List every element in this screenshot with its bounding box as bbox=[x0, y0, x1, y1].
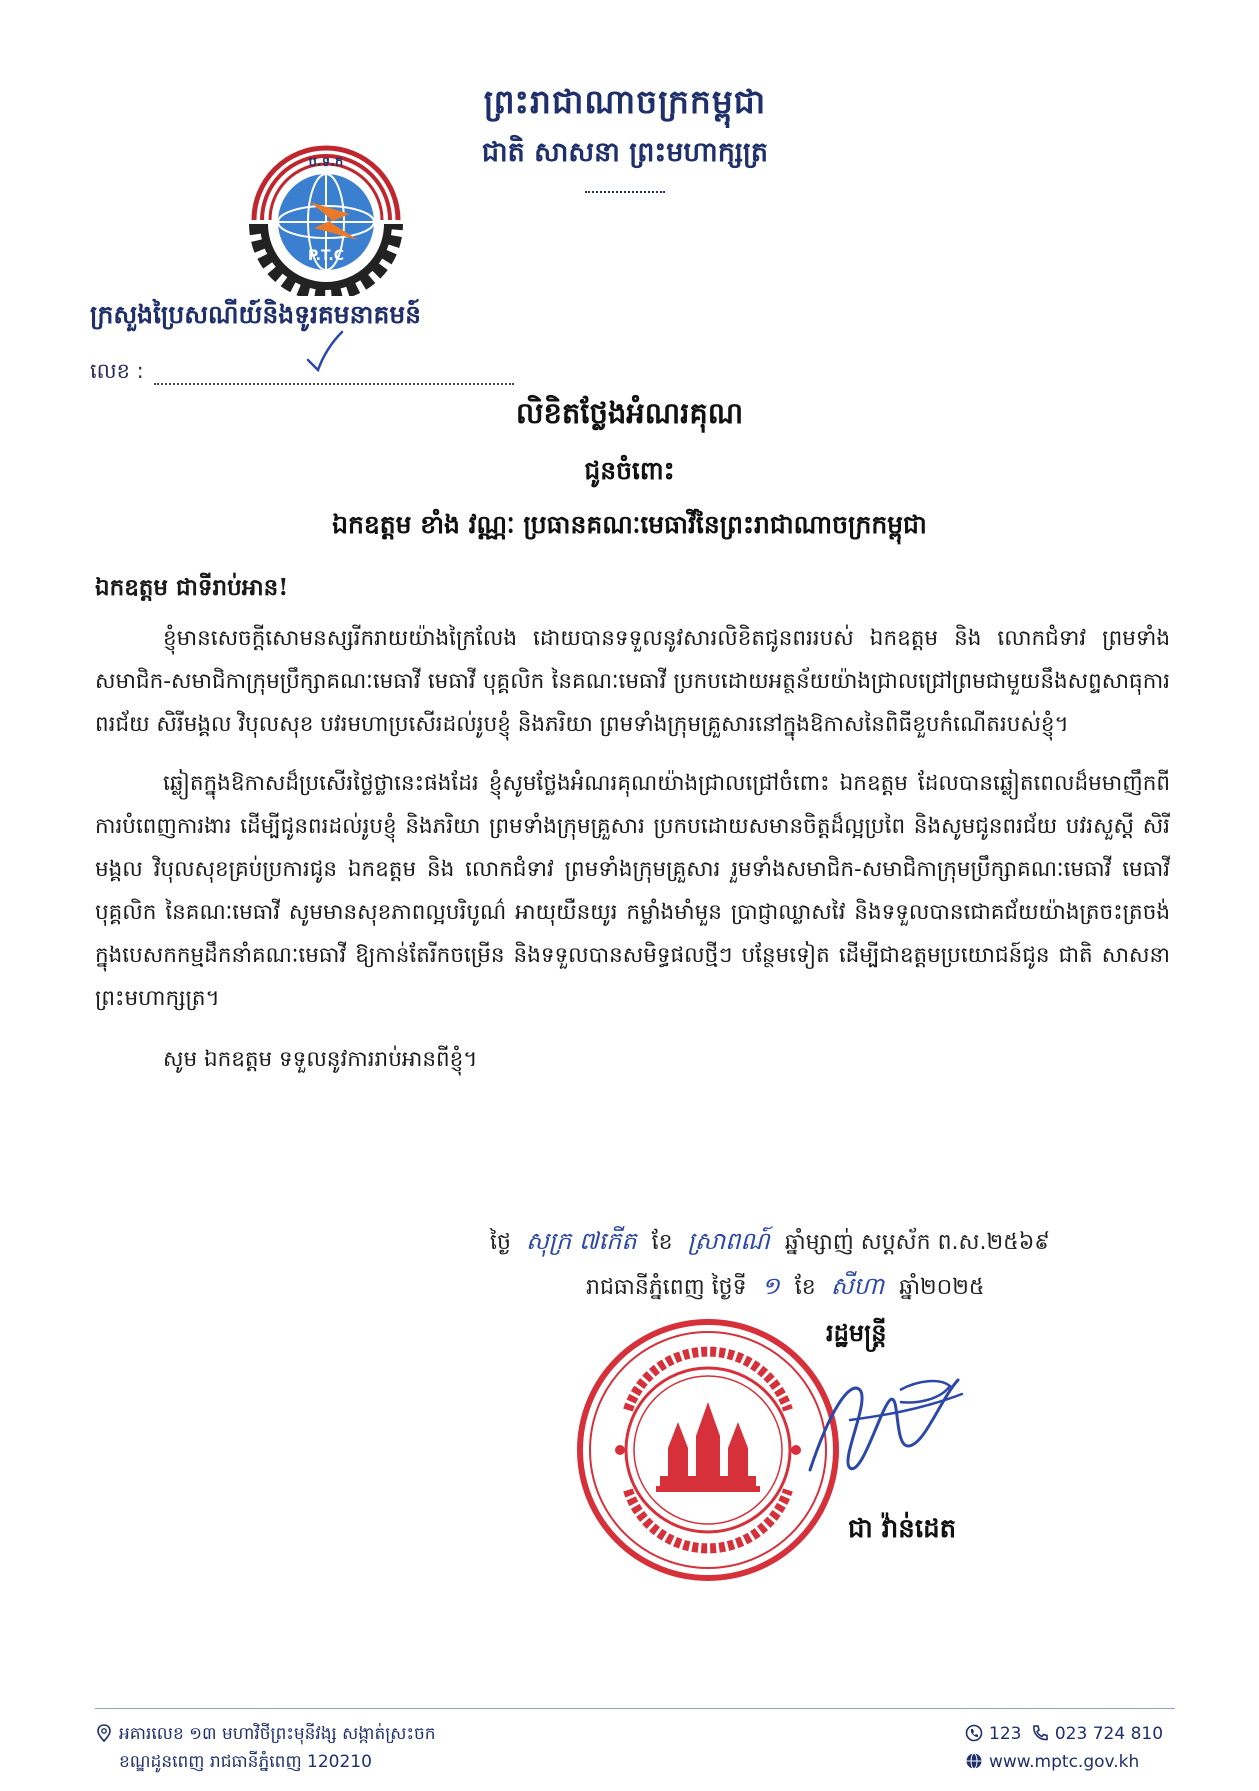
date-block bbox=[490, 1226, 1190, 1306]
letter-body bbox=[95, 566, 1170, 1081]
paragraph-2: ឆ្លៀតក្នុងឱកាសដ៏ប្រសើរថ្លៃថ្លានេះផងដែរ ខ្ញុំសូមថ្លែងអំណរគុណយ៉ាងជ្រាលជ្រៅចំពោះ ឯកឧត្តម ដែលបានឆ្លៀតពេលដ៏មមាញឹកពីការបំពេញការងារ ដើម្បីជូនពរដល់រូបខ្ញុំ និងភរិយា ព្រមទាំងក្រុមគ្រួសារ ប្រកបដោយសមានចិត្តដ៏ល្អប្រពៃ និងសូមជូនពរជ័យ បវរសួស្ដី សិរីមង្គល វិបុលសុខគ្រប់ប្រការជូន ឯកឧត្តម និង លោកជំទាវ ព្រមទាំងក្រុមគ្រួសារ រួមទាំងសមាជិក-សមាជិកាក្រុមប្រឹក្សាគណៈមេធាវី មេធាវី បុគ្គលិក នៃគណៈមេធាវី សូមមានសុខភាពល្អបរិបូណ៌ អាយុយឺនយូរ កម្លាំងមាំមួន ប្រាជ្ញាឈ្លាសវៃ និងទទួលបានជោគជ័យយ៉ាងត្រចះត្រចង់ក្នុងបេសកកម្មដឹកនាំគណៈមេធាវី ឱ្យកាន់តែរីកចម្រើន និងទទួលបានសមិទ្ធផលថ្មីៗ បន្ថែមទៀត ដើម្បីជាឧត្តមប្រយោជន៍ជូន ជាតិ សាសនា ព្រះមហាក្សត្រ។ bbox=[95, 771, 1170, 1011]
solar-prefix: រាជធានីភ្នំពេញ ថ្ងៃទី bbox=[586, 1275, 747, 1300]
logo-top-text: ប.ទ.ក bbox=[308, 155, 344, 170]
logo-bottom-text: P.T.C bbox=[307, 248, 345, 264]
lunar-month-label: ខែ bbox=[651, 1230, 673, 1255]
footer-contact bbox=[965, 1720, 1163, 1776]
phone-number: 023 724 810 bbox=[1054, 1724, 1164, 1744]
website-link[interactable]: www.mptc.gov.kh bbox=[989, 1752, 1140, 1772]
letter-title bbox=[0, 396, 1259, 546]
lunar-date bbox=[490, 1226, 1190, 1261]
reference-label: លេខ : bbox=[90, 359, 144, 383]
signatory-name: ជា វ៉ាន់ដេត bbox=[848, 1514, 957, 1544]
salutation: ឯកឧត្តម ជាទីរាប់អាន! bbox=[95, 574, 289, 601]
lunar-day-handwritten: សុក្រ ៧កើត bbox=[525, 1227, 637, 1255]
signature-icon bbox=[790, 1350, 970, 1500]
title-line-2: ជូនចំពោះ bbox=[584, 456, 675, 485]
ministry-logo bbox=[228, 136, 424, 296]
header-divider bbox=[585, 191, 665, 193]
letterhead bbox=[430, 82, 820, 193]
hotline-icon bbox=[965, 1724, 983, 1742]
kingdom-title: ព្រះរាជាណាចក្រកម្ពុជា bbox=[483, 82, 767, 121]
lunar-month-handwritten: ស្រាពណ៍ bbox=[687, 1227, 770, 1255]
signatory-position: រដ្ឋមន្ត្រី bbox=[826, 1318, 887, 1347]
title-line-1: លិខិតថ្លែងអំណរគុណ bbox=[515, 396, 744, 430]
lunar-prefix: ថ្ងៃ bbox=[490, 1230, 511, 1255]
checkmark-icon bbox=[304, 330, 344, 374]
solar-year: ឆ្នាំ២០២៥ bbox=[899, 1275, 985, 1300]
solar-date bbox=[490, 1271, 1190, 1306]
lunar-suffix: ឆ្នាំម្សាញ់ សប្តស័ក ព.ស.២៥៦៩ bbox=[784, 1230, 1050, 1255]
national-motto: ជាតិ សាសនា ព្រះមហាក្សត្រ bbox=[481, 137, 769, 168]
footer bbox=[0, 1708, 1259, 1791]
paragraph-1: ខ្ញុំមានសេចក្ដីសោមនស្សរីករាយយ៉ាងក្រៃលែង ដោយបានទទួលនូវសារលិខិតជូនពររបស់ ឯកឧត្តម និង លោកជំទាវ ព្រមទាំងសមាជិក-សមាជិកាក្រុមប្រឹក្សាគណៈមេធាវី មេធាវី បុគ្គលិក នៃគណៈមេធាវី ប្រកបដោយអត្ថន័យយ៉ាងជ្រាលជ្រៅព្រមជាមួយនឹងសព្ទសាធុការពរជ័យ សិរីមង្គល វិបុលសុខ បវរមហាប្រសើរដល់រូបខ្ញុំ និងភរិយា ព្រមទាំងក្រុមគ្រួសារនៅក្នុងឱកាសនៃពិធីខួបកំណើតរបស់ខ្ញុំ។ bbox=[95, 626, 1170, 737]
closing-line: សូម ឯកឧត្តម ទទួលនូវការរាប់អានពីខ្ញុំ។ bbox=[163, 1047, 478, 1072]
solar-month-handwritten: សីហា bbox=[830, 1272, 885, 1300]
phone-icon bbox=[1031, 1724, 1049, 1742]
solar-day-handwritten: ១ bbox=[761, 1272, 780, 1300]
address-line-1: អគារលេខ ១៣ មហាវិថីព្រះមុនីវង្ស សង្កាត់ស្រះចក bbox=[119, 1724, 436, 1744]
solar-month-label: ខែ bbox=[794, 1275, 816, 1300]
location-pin-icon bbox=[95, 1724, 113, 1742]
address-line-2: ខណ្ឌដូនពេញ រាជធានីភ្នំពេញ 120210 bbox=[119, 1752, 372, 1772]
globe-web-icon bbox=[965, 1752, 983, 1770]
footer-divider bbox=[95, 1708, 1175, 1709]
footer-address bbox=[95, 1720, 436, 1776]
reference-number bbox=[90, 358, 514, 389]
angkor-temple-icon bbox=[656, 1402, 760, 1492]
hotline-number: 123 bbox=[989, 1724, 1022, 1744]
ministry-name: ក្រសួងប្រៃសណីយ៍និងទូរគមនាគមន៍ bbox=[90, 300, 422, 329]
recipient: ឯកឧត្តម ខាំង វណ្ណៈ ប្រធានគណៈមេធាវីនៃព្រះរាជាណាចក្រកម្ពុជា bbox=[332, 510, 927, 539]
